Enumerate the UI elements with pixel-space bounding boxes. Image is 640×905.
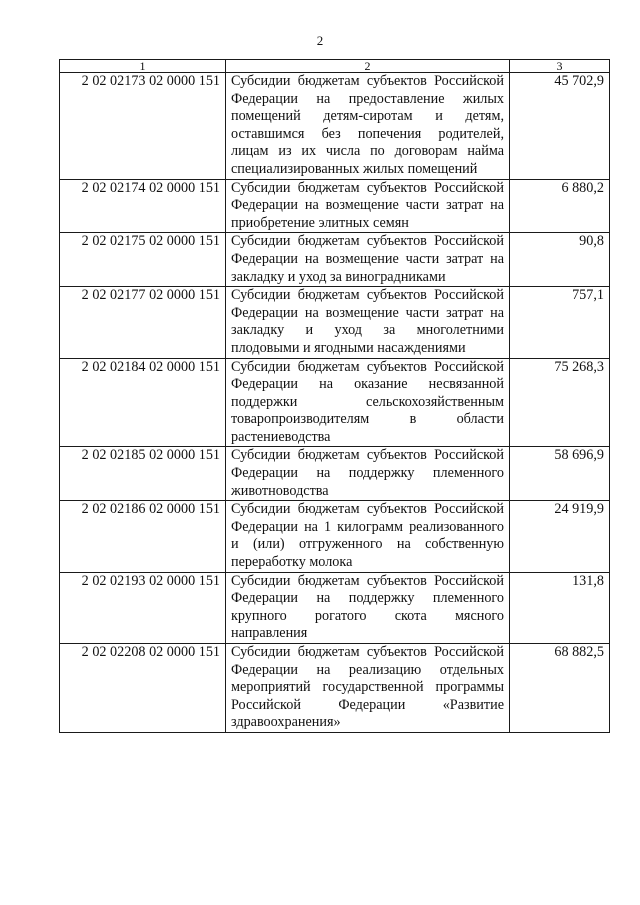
- budget-amount: 131,8: [510, 572, 610, 643]
- table-row: [60, 572, 610, 643]
- budget-code: 2 02 02174 02 0000 151: [60, 179, 226, 233]
- table-row: [60, 233, 610, 287]
- budget-code: 2 02 02193 02 0000 151: [60, 572, 226, 643]
- budget-description: Субсидии бюджетам субъектов Российской Федерации на возмещение части затрат на закладку и уход за многолетними плодовыми и ягодными насаждениями: [226, 287, 510, 358]
- budget-amount: 90,8: [510, 233, 610, 287]
- budget-code: 2 02 02184 02 0000 151: [60, 358, 226, 447]
- budget-amount: 45 702,9: [510, 73, 610, 180]
- page-number: 2: [316, 33, 324, 48]
- budget-code: 2 02 02173 02 0000 151: [60, 73, 226, 180]
- budget-description: Субсидии бюджетам субъектов Российской Федерации на поддержку племенного животноводства: [226, 447, 510, 501]
- budget-description: Субсидии бюджетам субъектов Российской Федерации на поддержку племенного крупного рогатого скота мясного направления: [226, 572, 510, 643]
- column-header-2: 2: [226, 60, 510, 73]
- budget-table: [59, 59, 610, 733]
- budget-code: 2 02 02175 02 0000 151: [60, 233, 226, 287]
- budget-description: Субсидии бюджетам субъектов Российской Федерации на возмещение части затрат на закладку и уход за виноградниками: [226, 233, 510, 287]
- budget-description: Субсидии бюджетам субъектов Российской Федерации на предоставление жилых помещений детям-сиротам и детям, оставшимся без попечения родителей, лицам из их числа по договорам найма специализированных жилых помещений: [226, 73, 510, 180]
- budget-amount: 757,1: [510, 287, 610, 358]
- table-row: [60, 644, 610, 733]
- budget-code: 2 02 02208 02 0000 151: [60, 644, 226, 733]
- column-header-1: 1: [60, 60, 226, 73]
- budget-amount: 24 919,9: [510, 501, 610, 572]
- table-row: [60, 179, 610, 233]
- budget-code: 2 02 02177 02 0000 151: [60, 287, 226, 358]
- budget-code: 2 02 02185 02 0000 151: [60, 447, 226, 501]
- table-row: [60, 358, 610, 447]
- budget-description: Субсидии бюджетам субъектов Российской Федерации на реализацию отдельных мероприятий государственной программы Российской Федерации «Развитие здравоохранения»: [226, 644, 510, 733]
- budget-description: Субсидии бюджетам субъектов Российской Федерации на оказание несвязанной поддержки сельскохозяйственным товаропроизводителям в области растениеводства: [226, 358, 510, 447]
- budget-code: 2 02 02186 02 0000 151: [60, 501, 226, 572]
- budget-description: Субсидии бюджетам субъектов Российской Федерации на возмещение части затрат на приобретение элитных семян: [226, 179, 510, 233]
- column-header-3: 3: [510, 60, 610, 73]
- budget-amount: 68 882,5: [510, 644, 610, 733]
- budget-amount: 58 696,9: [510, 447, 610, 501]
- table-header-row: [60, 60, 610, 73]
- table-row: [60, 447, 610, 501]
- table-row: [60, 501, 610, 572]
- table-row: [60, 287, 610, 358]
- budget-description: Субсидии бюджетам субъектов Российской Федерации на 1 килограмм реализованного и (или) отгруженного на собственную переработку молока: [226, 501, 510, 572]
- budget-amount: 75 268,3: [510, 358, 610, 447]
- budget-amount: 6 880,2: [510, 179, 610, 233]
- table-row: [60, 73, 610, 180]
